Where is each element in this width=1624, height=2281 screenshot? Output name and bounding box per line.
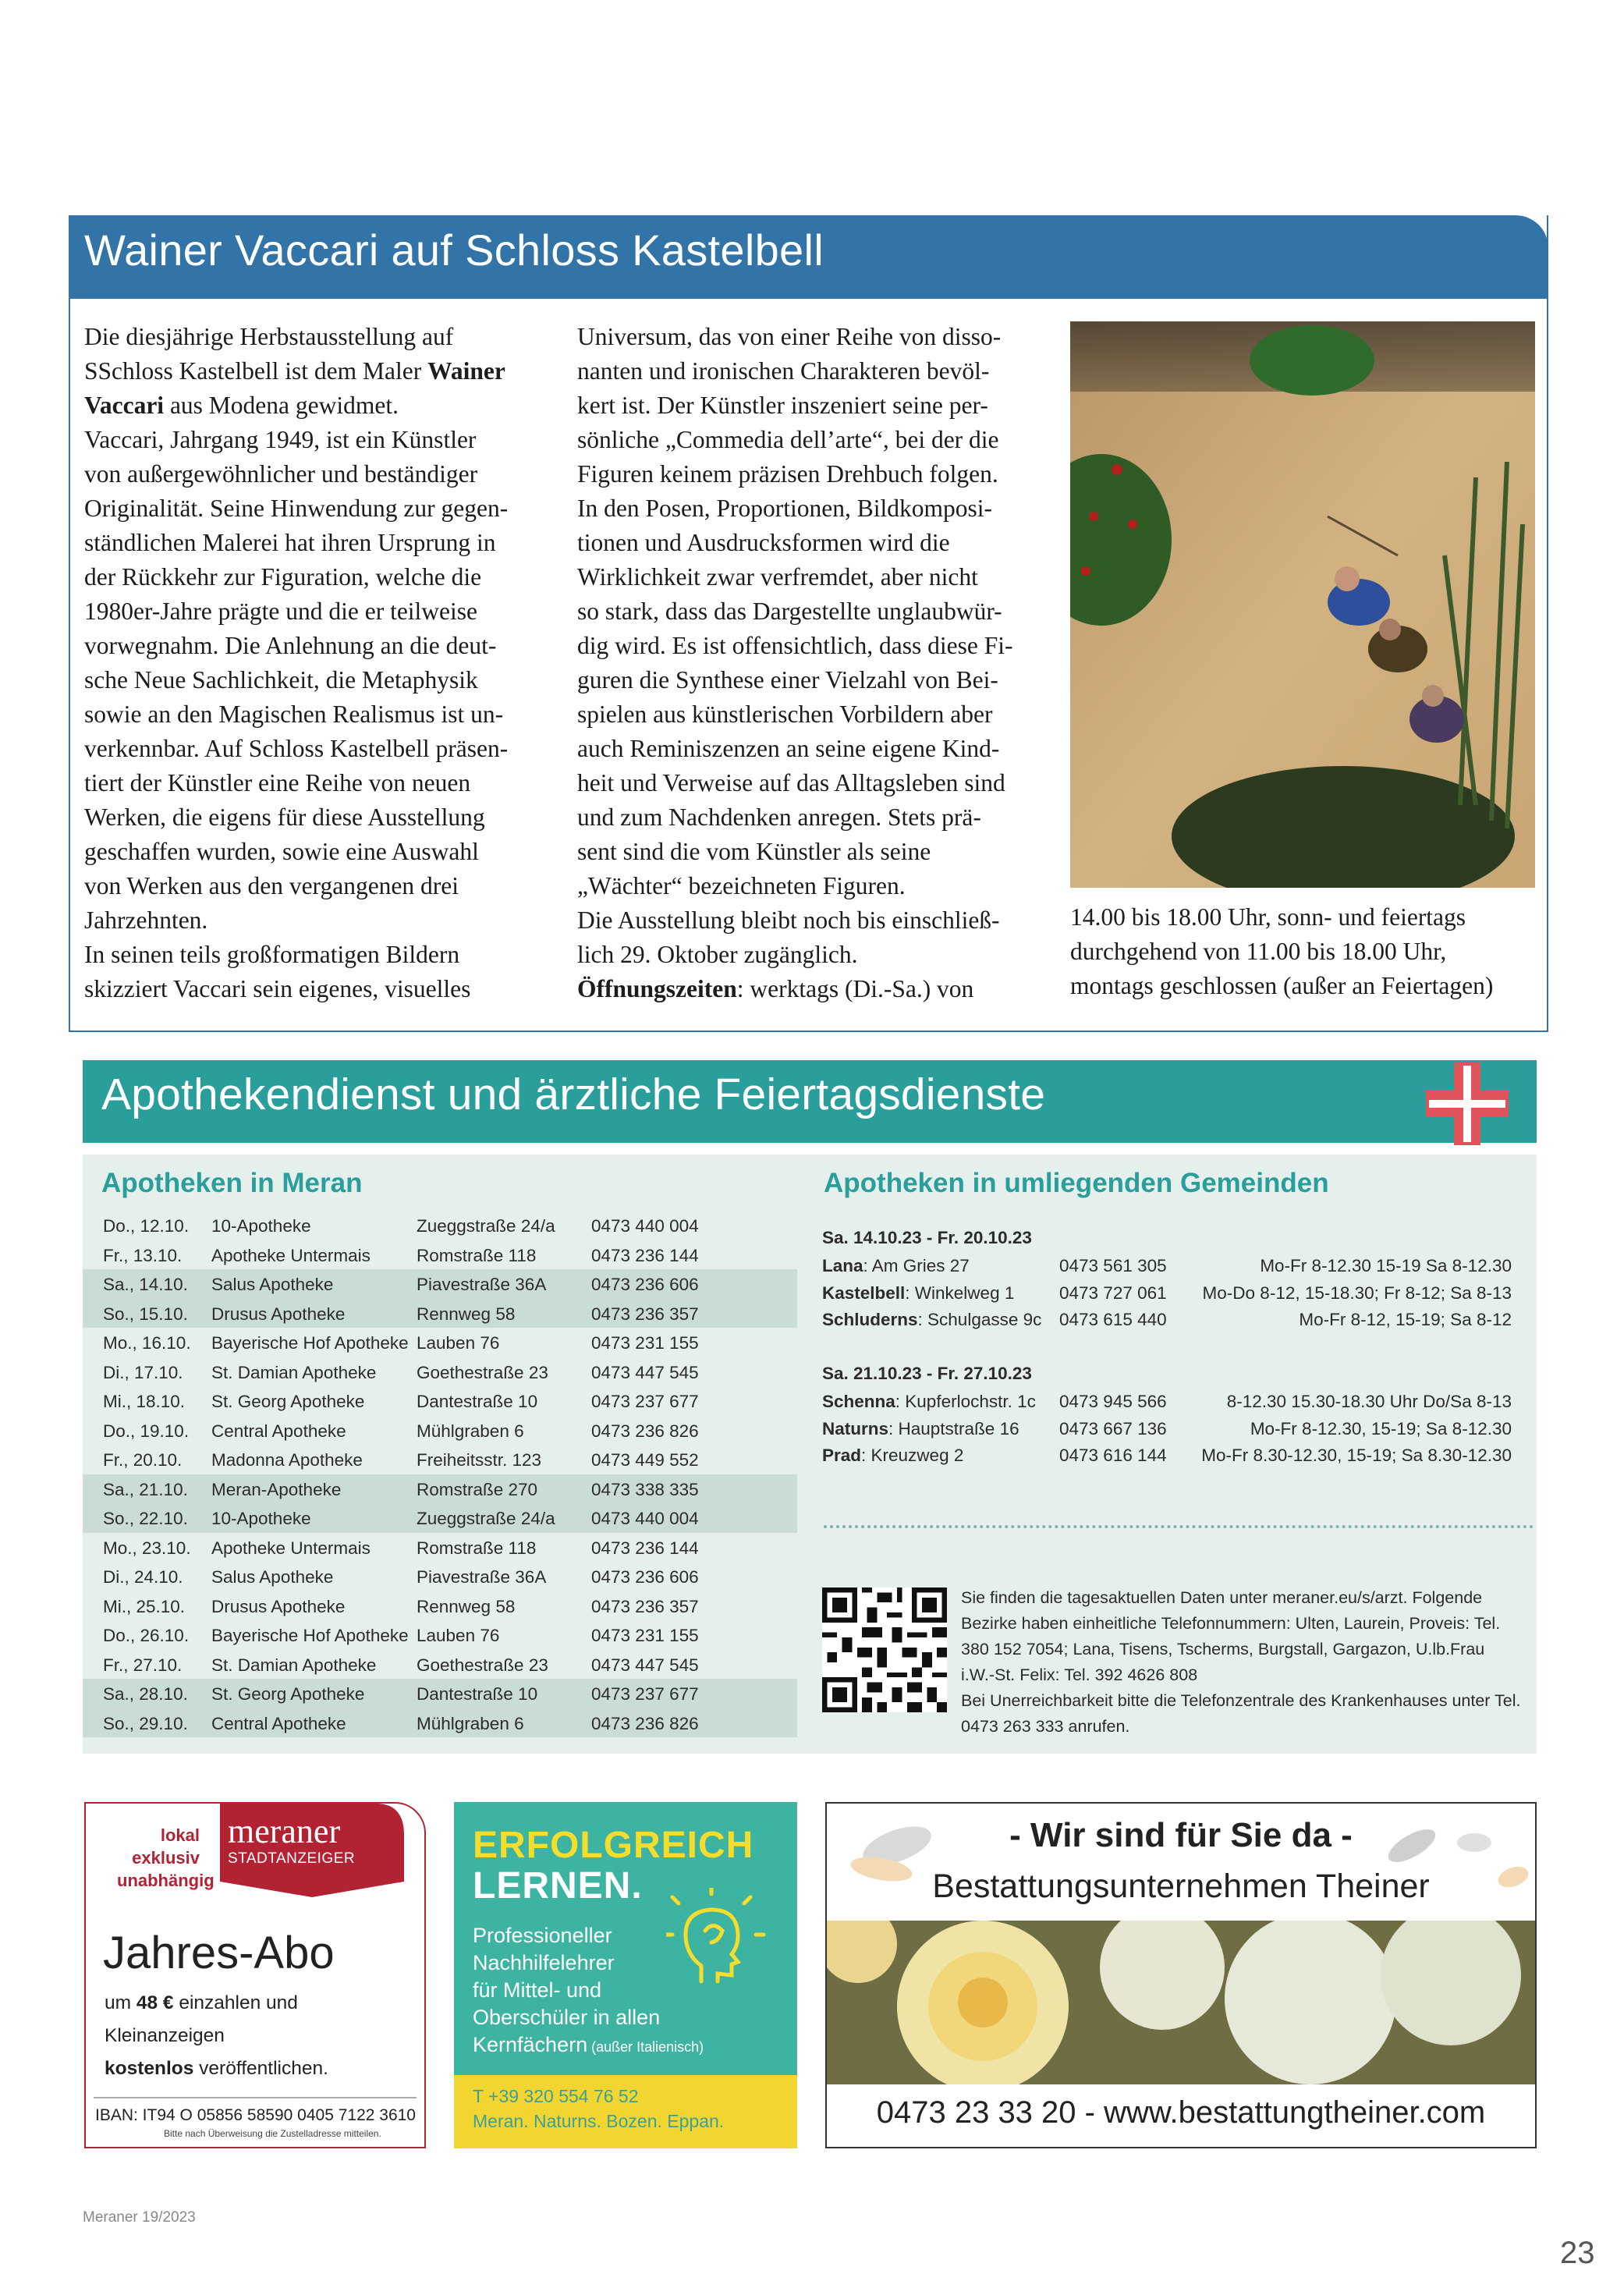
table-row: Sa., 14.10. Salus Apotheke Piavestraße 36A 0473 236 606 bbox=[83, 1269, 797, 1299]
table-row: Do., 26.10. Bayerische Hof Apotheke Lauben 76 0473 231 155 bbox=[103, 1626, 699, 1645]
table-row: Mi., 18.10. St. Georg Apotheke Dantestraße 10 0473 237 677 bbox=[103, 1392, 699, 1411]
text-line: 1980er-Jahre prägte und die er teilweise bbox=[84, 598, 478, 625]
table-row: Mo., 23.10. Apotheke Untermais Romstraße 118 0473 236 144 bbox=[103, 1538, 699, 1558]
painting-image bbox=[1070, 321, 1535, 888]
text-line: guren die Synthese einer Vielzahl von Bei- bbox=[577, 666, 998, 694]
table-row: Fr., 20.10. Madonna Apotheke Freiheitsstr. 123 0473 449 552 bbox=[103, 1450, 699, 1470]
text-line: tiert der Künstler eine Reihe von neuen bbox=[84, 769, 471, 796]
text-line: Vaccari, Jahrgang 1949, ist ein Künstler bbox=[84, 426, 477, 453]
list-item: Naturns: Hauptstraße 16 0473 667 136 Mo-Fr 8-12.30, 15-19; Sa 8-12.30 bbox=[822, 1418, 1512, 1438]
divider bbox=[94, 2097, 417, 2098]
text-line: Wirklichkeit zwar verfremdet, aber nicht bbox=[577, 563, 978, 591]
lightbulb-head-icon bbox=[666, 1888, 768, 1997]
text-line: verkennbar. Auf Schloss Kastelbell präsen- bbox=[84, 735, 509, 762]
table-row: Di., 17.10. St. Damian Apotheke Goethestraße 23 0473 447 545 bbox=[103, 1362, 699, 1382]
text-line: Werken, die eigens für diese Ausstellung bbox=[84, 803, 485, 831]
table-row: So., 15.10. Drusus Apotheke Rennweg 58 0473 236 357 bbox=[83, 1299, 797, 1329]
tutoring-ad[interactable] bbox=[454, 1802, 797, 2148]
text-line: der Rückkehr zur Figuration, welche die bbox=[84, 563, 482, 591]
table-row: Mi., 25.10. Drusus Apotheke Rennweg 58 0473 236 357 bbox=[103, 1596, 699, 1616]
text-line: Jahrzehnten. bbox=[84, 906, 208, 934]
opening-hours-line bbox=[577, 972, 1045, 1006]
tutoring-text: Professioneller Nachhilfelehrer für Mittel- und Oberschüler in allen Kernfächern (außer Italienisch) bbox=[473, 1924, 704, 2056]
list-item: Schluderns: Schulgasse 9c 0473 615 440 Mo-Fr 8-12, 15-19; Sa 8-12 bbox=[822, 1310, 1512, 1329]
table-row: Do., 12.10. 10-Apotheke Zueggstraße 24/a 0473 440 004 bbox=[103, 1216, 699, 1236]
table-row: Sa., 28.10. St. Georg Apotheke Dantestraße 10 0473 237 677 bbox=[83, 1679, 797, 1708]
text-line: Die Ausstellung bleibt noch bis einschließ- bbox=[577, 906, 1000, 934]
list-item: Lana: Am Gries 27 0473 561 305 Mo-Fr 8-12.30 15-19 Sa 8-12.30 bbox=[822, 1256, 1512, 1275]
article-column-2 bbox=[577, 320, 1045, 1006]
tutoring-headline-2: LERNEN. bbox=[473, 1865, 643, 1907]
opening-hours-text: : werktags (Di.-Sa.) von bbox=[736, 975, 974, 1002]
text-line: sent sind die vom Künstler als seine bbox=[577, 838, 931, 865]
table-row: Di., 24.10. Salus Apotheke Piavestraße 36A 0473 236 606 bbox=[103, 1567, 699, 1587]
text-line: skizziert Vaccari sein eigenes, visuelles bbox=[84, 975, 471, 1002]
text-line: kert ist. Der Künstler inszeniert seine per- bbox=[577, 392, 988, 419]
text-line: tionen und Ausdrucksformen wird die bbox=[577, 529, 950, 556]
region-pharmacies-title: Apotheken in umliegenden Gemeinden bbox=[824, 1168, 1329, 1198]
iban-note: Bitte nach Überweisung die Zustelladresse mitteilen. bbox=[164, 2128, 381, 2139]
meran-pharmacy-table bbox=[83, 1211, 797, 1737]
pharmacy-title: Apothekendienst und ärztliche Feiertagsdienste bbox=[101, 1070, 1046, 1119]
article-column-3 bbox=[1070, 900, 1538, 1003]
page-number: 23 bbox=[1560, 2236, 1595, 2270]
text-line: von Werken aus den vergangenen drei bbox=[84, 872, 459, 899]
list-item: Prad: Kreuzweg 2 0473 616 144 Mo-Fr 8.30-12.30, 15-19; Sa 8.30-12.30 bbox=[822, 1446, 1512, 1465]
text-line: so stark, dass das Dargestellte unglaubwür- bbox=[577, 598, 1002, 625]
text-line: heit und Verweise auf das Alltagsleben sind bbox=[577, 769, 1005, 796]
table-row: Fr., 27.10. St. Damian Apotheke Goethestraße 23 0473 447 545 bbox=[103, 1655, 699, 1675]
text-line: dig wird. Es ist offensichtlich, dass diese Fi- bbox=[577, 632, 1013, 659]
pharmacy-info bbox=[961, 1585, 1523, 1740]
funeral-company: Bestattungsunternehmen Theiner bbox=[932, 1868, 1430, 1905]
text-line: In den Posen, Proportionen, Bildkomposi- bbox=[577, 495, 992, 522]
table-row: So., 29.10. Central Apotheke Mühlgraben 6 0473 236 826 bbox=[83, 1708, 797, 1738]
funeral-ad[interactable] bbox=[825, 1802, 1537, 2148]
table-row: Do., 19.10. Central Apotheke Mühlgraben 6 0473 236 826 bbox=[103, 1421, 699, 1441]
week1-title: Sa. 14.10.23 - Fr. 20.10.23 bbox=[822, 1228, 1032, 1247]
table-row: So., 22.10. 10-Apotheke Zueggstraße 24/a 0473 440 004 bbox=[83, 1503, 797, 1533]
roses-image bbox=[827, 1921, 1535, 2084]
article-column-1 bbox=[84, 320, 552, 1006]
text-line: „Wächter“ bezeichneten Figuren. bbox=[577, 872, 906, 899]
opening-hours-label: Öffnungszeiten bbox=[577, 975, 737, 1002]
text-line: von außergewöhnlicher und beständiger bbox=[84, 460, 478, 488]
abo-text: um 48 € einzahlen und Kleinanzeigen kostenlos veröffentlichen. bbox=[105, 1992, 328, 2079]
article-title: Wainer Vaccari auf Schloss Kastelbell bbox=[84, 225, 824, 275]
cross-icon bbox=[1426, 1062, 1509, 1145]
list-item: Schenna: Kupferlochstr. 1c 0473 945 566 8-12.30 15.30-18.30 Uhr Do/Sa 8-13 bbox=[822, 1392, 1512, 1411]
text-line: SSchloss Kastelbell ist dem Maler Wainer bbox=[84, 357, 505, 385]
text-line: und zum Nachdenken anregen. Stets prä- bbox=[577, 803, 981, 831]
text-line: montags geschlossen (außer an Feiertagen) bbox=[1070, 972, 1494, 999]
qr-code[interactable] bbox=[822, 1587, 947, 1712]
text-line: vorwegnahm. Die Anlehnung an die deut- bbox=[84, 632, 497, 659]
text-line: Die diesjährige Herbstausstellung auf bbox=[84, 323, 454, 350]
tutoring-phone: T +39 320 554 76 52 bbox=[473, 2086, 639, 2106]
text-line: spielen aus künstlerischen Vorbildern aber bbox=[577, 701, 993, 728]
meraner-logo: meraner STADTANZEIGER bbox=[220, 1804, 426, 1897]
table-row: Mo., 16.10. Bayerische Hof Apotheke Lauben 76 0473 231 155 bbox=[103, 1333, 699, 1353]
table-row: Sa., 21.10. Meran-Apotheke Romstraße 270 0473 338 335 bbox=[83, 1474, 797, 1504]
text-line: sche Neue Sachlichkeit, die Metaphysik bbox=[84, 666, 478, 694]
week1-block bbox=[822, 1228, 1524, 1334]
dotted-divider bbox=[824, 1525, 1534, 1528]
table-row: Fr., 13.10. Apotheke Untermais Romstraße 118 0473 236 144 bbox=[103, 1245, 699, 1265]
text-line: Originalität. Seine Hinwendung zur gegen- bbox=[84, 495, 509, 522]
issue-label: Meraner 19/2023 bbox=[83, 2209, 196, 2226]
tutoring-places: Meran. Naturns. Bozen. Eppan. bbox=[473, 2111, 725, 2131]
meran-pharmacies-title: Apotheken in Meran bbox=[101, 1168, 363, 1198]
text-line: sönliche „Commedia dell’arte“, bei der die bbox=[577, 426, 999, 453]
tutoring-headline-1: ERFOLGREICH bbox=[473, 1825, 754, 1866]
text-line: Vaccari aus Modena gewidmet. bbox=[84, 392, 399, 419]
text-line: lich 29. Oktober zugänglich. bbox=[577, 941, 858, 968]
iban-text: IBAN: IT94 O 05856 58590 0405 7122 3610 bbox=[95, 2106, 416, 2124]
funeral-contact: 0473 23 33 20 - www.bestattungtheiner.com bbox=[876, 2095, 1486, 2130]
text-line: ständlichen Malerei hat ihren Ursprung in bbox=[84, 529, 496, 556]
text-line: sowie an den Magischen Realismus ist un- bbox=[84, 701, 504, 728]
text-line: geschaffen wurden, sowie eine Auswahl bbox=[84, 838, 479, 865]
funeral-tagline: - Wir sind für Sie da - bbox=[1009, 1816, 1353, 1854]
text-line: Universum, das von einer Reihe von disso- bbox=[577, 323, 1002, 350]
subscription-ad[interactable] bbox=[84, 1802, 426, 2148]
info-text: Bei Unerreichbarkeit bitte die Telefonzentrale des Krankenhauses unter Tel. 0473 263 333 anrufen. bbox=[961, 1691, 1521, 1736]
text-line: nanten und ironischen Charakteren bevöl- bbox=[577, 357, 990, 385]
list-item: Kastelbell: Winkelweg 1 0473 727 061 Mo-Do 8-12, 15-18.30; Fr 8-12; Sa 8-13 bbox=[822, 1282, 1512, 1303]
text-line: Figuren keinem präzisen Drehbuch folgen. bbox=[577, 460, 998, 488]
week2-title: Sa. 21.10.23 - Fr. 27.10.23 bbox=[822, 1364, 1032, 1383]
week2-block bbox=[822, 1364, 1524, 1470]
text-line: 14.00 bis 18.00 Uhr, sonn- und feiertags bbox=[1070, 903, 1466, 931]
text-line: In seinen teils großformatigen Bildern bbox=[84, 941, 460, 968]
info-text: Sie finden die tagesaktuellen Daten unter meraner.eu/s/arzt. Folgende Bezirke haben einheitliche Telefonnummern: Ulten, Laurein, Proveis: Tel. 380 152 7054; Lana, Tisens, Tscherms, Burgstall, Gargazon, U.lb.Frau i.W.-St. Felix: Tel. 392 4626 808 bbox=[961, 1588, 1501, 1684]
ad-tagline: lokal exklusiv unabhängig bbox=[117, 1825, 215, 1890]
text-line: auch Reminiszenzen an seine eigene Kind- bbox=[577, 735, 1000, 762]
abo-title: Jahres-Abo bbox=[103, 1928, 335, 1978]
text-line: durchgehend von 11.00 bis 18.00 Uhr, bbox=[1070, 938, 1447, 965]
